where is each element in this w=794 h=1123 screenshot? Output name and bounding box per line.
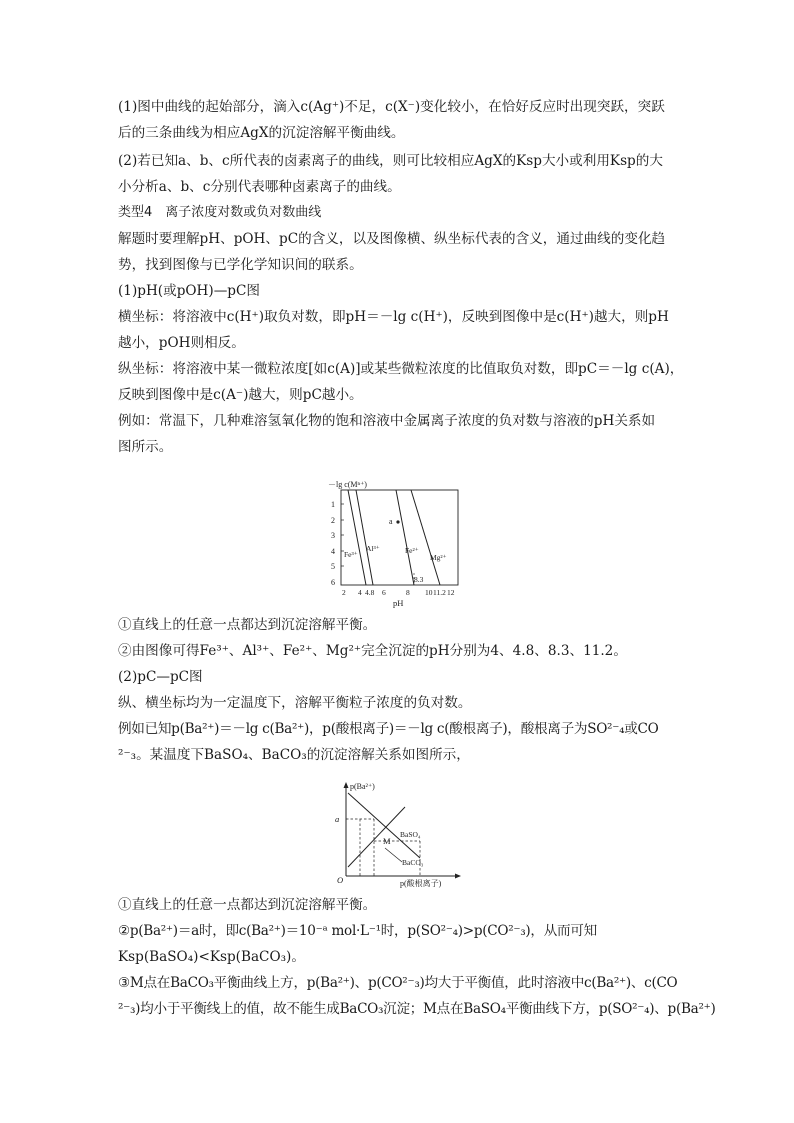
text-line: 越小，pOH则相反。 <box>118 335 245 351</box>
text-line: ²⁻₃)均小于平衡线上的值，故不能生成BaCO₃沉淀；M点在BaSO₄平衡曲线下方，p(SO²⁻₄)、p(Ba²⁺) <box>118 1001 716 1017</box>
fig1-note-83: 8.3 <box>414 575 424 584</box>
text-line: (2)若已知a、b、c所代表的卤素离子的曲线，则可比较相应AgX的Ksp大小或利用Ksp的大 <box>118 153 663 169</box>
fig1-ytick: 2 <box>331 516 335 525</box>
fig2-x-arrow <box>455 874 461 879</box>
fig2-origin: O <box>337 875 344 885</box>
text-line: 横坐标：将溶液中c(H⁺)取负对数，即pH＝－lg c(H⁺)，反映到图像中是c(H⁺)越大，则pH <box>118 309 669 325</box>
text-line: 纵、横坐标均为一定温度下，溶解平衡粒子浓度的负对数。 <box>118 695 472 711</box>
text-line: 例如已知p(Ba²⁺)＝－lg c(Ba²⁺)，p(酸根离子)＝－lg c(酸根离子)，酸根离子为SO²⁻₄或CO <box>118 721 659 737</box>
fig2-baco3-tail <box>385 848 402 862</box>
fig1-line-al3 <box>356 490 373 585</box>
text-line: ②由图像可得Fe³⁺、Al³⁺、Fe²⁺、Mg²⁺完全沉淀的pH分别为4、4.8、8.3、11.2。 <box>118 643 627 659</box>
fig1-xtick: 6 <box>382 588 386 597</box>
text-line: ③M点在BaCO₃平衡曲线上方，p(Ba²⁺)、p(CO²⁻₃)均大于平衡值，此时溶液中c(Ba²⁺)、c(CO <box>118 975 678 991</box>
text-line: (2)pC—pC图 <box>118 669 203 685</box>
fig1-x-ticks <box>342 588 455 597</box>
text-line: 图所示。 <box>118 439 173 455</box>
text-line: 例如：常温下，几种难溶氢氧化物的饱和溶液中金属离子浓度的负对数与溶液的pH关系如 <box>118 413 656 429</box>
fig1-ytick: 1 <box>331 500 335 509</box>
fig1-xtick: 11.2 <box>433 588 446 597</box>
fig1-ylabel: －lg c(Mⁿ⁺) <box>328 480 367 489</box>
section-heading: 类型4 离子浓度对数或负对数曲线 <box>118 205 322 220</box>
fig2-ylabel: p(Ba²⁺) <box>350 782 375 791</box>
fig2-m-label: M <box>383 836 391 846</box>
fig1-label-al3: Al³⁺ <box>366 544 380 553</box>
text-line: 小分析a、b、c分别代表哪种卤素离子的曲线。 <box>118 179 401 195</box>
fig1-ytick: 4 <box>331 547 335 556</box>
fig1-ytick: 5 <box>331 562 335 571</box>
text-line: ①直线上的任意一点都达到沉淀溶解平衡。 <box>118 617 377 633</box>
fig1-line-fe3 <box>348 490 366 585</box>
pc-pc-figure <box>330 780 464 888</box>
text-line: 后的三条曲线为相应AgX的沉淀溶解平衡曲线。 <box>118 125 405 141</box>
fig1-label-mg2: Mg²⁺ <box>430 553 447 562</box>
fig1-label-fe2: Fe²⁺ <box>405 546 419 555</box>
fig1-line-fe2 <box>396 490 414 585</box>
fig1-xlabel: pH <box>393 598 404 608</box>
fig2-a-label: a <box>335 814 340 824</box>
ph-pc-figure <box>326 474 466 610</box>
fig1-xtick: 12 <box>447 588 455 597</box>
text-line: ②p(Ba²⁺)＝a时，即c(Ba²⁺)＝10⁻ᵃ mol·L⁻¹时，p(SO²⁻₄)>p(CO²⁻₃)，从而可知 <box>118 923 597 939</box>
text-line: 势，找到图像与已学化学知识间的联系。 <box>118 257 363 273</box>
fig2-baco3-label: BaCO₃ <box>402 858 424 867</box>
fig1-y-ticks <box>331 500 344 587</box>
text-line: (1)图中曲线的起始部分，滴入c(Ag⁺)不足，c(X⁻)变化较小，在恰好反应时出现突跃，突跃 <box>118 99 665 115</box>
fig1-xtick: 8 <box>406 588 410 597</box>
fig1-ytick: 3 <box>331 531 335 540</box>
text-line: (1)pH(或pOH)—pC图 <box>118 283 261 299</box>
text-line: 解题时要理解pH、pOH、pC的含义，以及图像横、纵坐标代表的含义，通过曲线的变化趋 <box>118 231 666 247</box>
fig1-xtick: 4 <box>358 588 362 597</box>
fig1-point-a <box>396 520 399 523</box>
fig1-label-fe3: Fe³⁺ <box>344 550 358 559</box>
text-line: 纵坐标：将溶液中某一微粒浓度[如c(A)]或某些微粒浓度的比值取负对数，即pC＝－lg c(A)， <box>118 361 684 377</box>
fig1-line-mg2 <box>411 490 440 585</box>
fig2-baso4-label: BaSO₄ <box>400 830 421 839</box>
fig2-xlabel: p(酸根离子) <box>400 879 442 888</box>
fig2-line-baso4 <box>348 793 420 858</box>
fig1-xtick: 4.8 <box>365 588 375 597</box>
fig1-xtick: 2 <box>342 588 346 597</box>
fig1-ytick: 6 <box>331 578 335 587</box>
text-line: Ksp(BaSO₄)<Ksp(BaCO₃)。 <box>118 949 305 965</box>
fig1-xtick: 10 <box>425 588 433 597</box>
fig1-point-label: a <box>389 517 393 526</box>
text-line: ²⁻₃。某温度下BaSO₄、BaCO₃的沉淀溶解关系如图所示， <box>118 747 470 763</box>
fig2-y-arrow <box>344 782 349 788</box>
text-line: 反映到图像中是c(A⁻)越大，则pC越小。 <box>118 387 363 403</box>
text-line: ①直线上的任意一点都达到沉淀溶解平衡。 <box>118 897 377 913</box>
